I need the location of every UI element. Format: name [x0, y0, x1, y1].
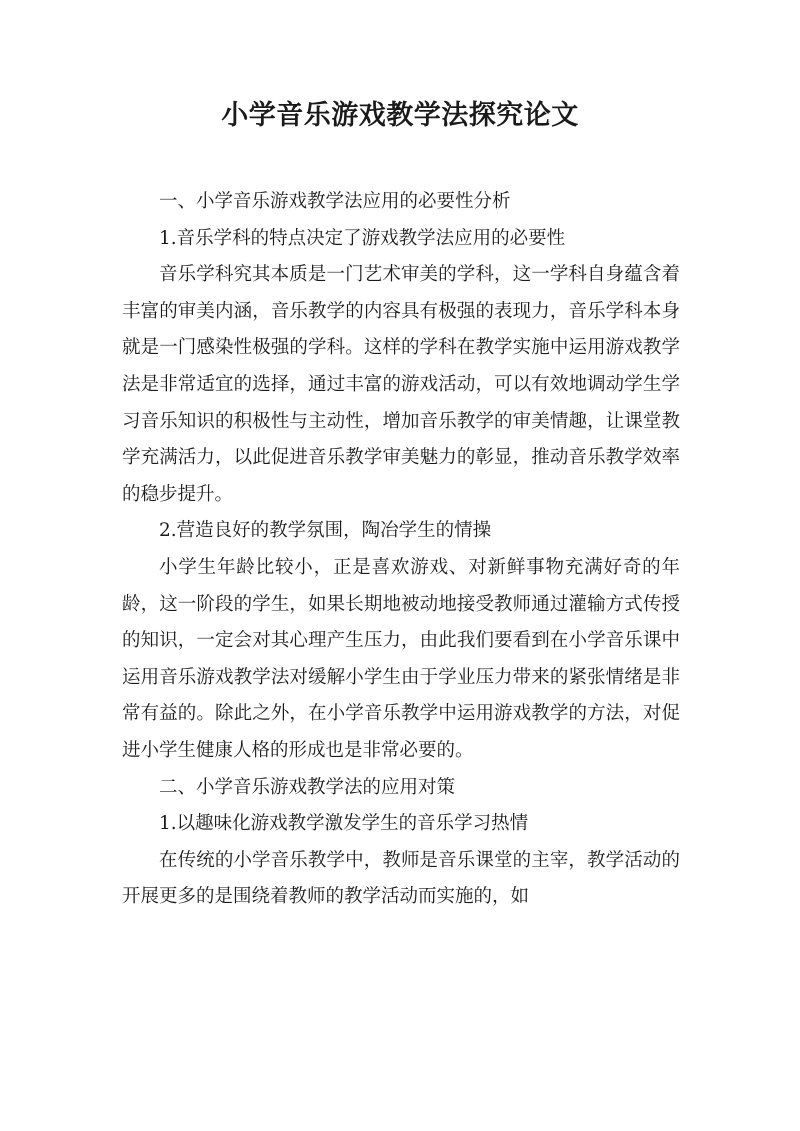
body-paragraph-3: 在传统的小学音乐教学中，教师是音乐课堂的主宰，教学活动的开展更多的是围绕着教师的教学活动而实施的，如: [122, 849, 680, 908]
body-paragraph-1: 音乐学科究其本质是一门艺术审美的学科，这一学科自身蕴含着丰富的审美内涵，音乐教学的内容具有极强的表现力，音乐学科本身就是一门感染性极强的学科。这样的学科在教学实施中运用游戏教学法是非常适宜的选择，通过丰富的游戏活动，可以有效地调动学生学习音乐知识的积极性与主动性，增加音乐教学的审美情趣，让课堂教学充满活力，以此促进音乐教学审美魅力的彰显，推动音乐教学效率的稳步提升。: [122, 264, 680, 505]
document-body: [122, 184, 680, 916]
body-paragraph-2: 小学生年龄比较小，正是喜欢游戏、对新鲜事物充满好奇的年龄，这一阶段的学生，如果长期地被动地接受教师通过灌输方式传授的知识，一定会对其心理产生压力，由此我们要看到在小学音乐课中运用音乐游戏教学法对缓解小学生由于学业压力带来的紧张情绪是非常有益的。除此之外，在小学音乐教学中运用游戏教学的方法，对促进小学生健康人格的形成也是非常必要的。: [122, 556, 680, 761]
subsection-heading-1-1: 1.音乐学科的特点决定了游戏教学法应用的必要性: [159, 227, 566, 249]
subsection-heading-2-1: 1.以趣味化游戏教学激发学生的音乐学习热情: [159, 813, 529, 835]
subsection-heading-1-2: 2.营造良好的教学氛围，陶冶学生的情操: [159, 520, 492, 542]
section-heading-2: 二、小学音乐游戏教学法的应用对策: [159, 776, 456, 798]
section-heading-1: 一、小学音乐游戏教学法应用的必要性分析: [159, 191, 511, 212]
document-title: 小学音乐游戏教学法探究论文: [221, 100, 579, 131]
